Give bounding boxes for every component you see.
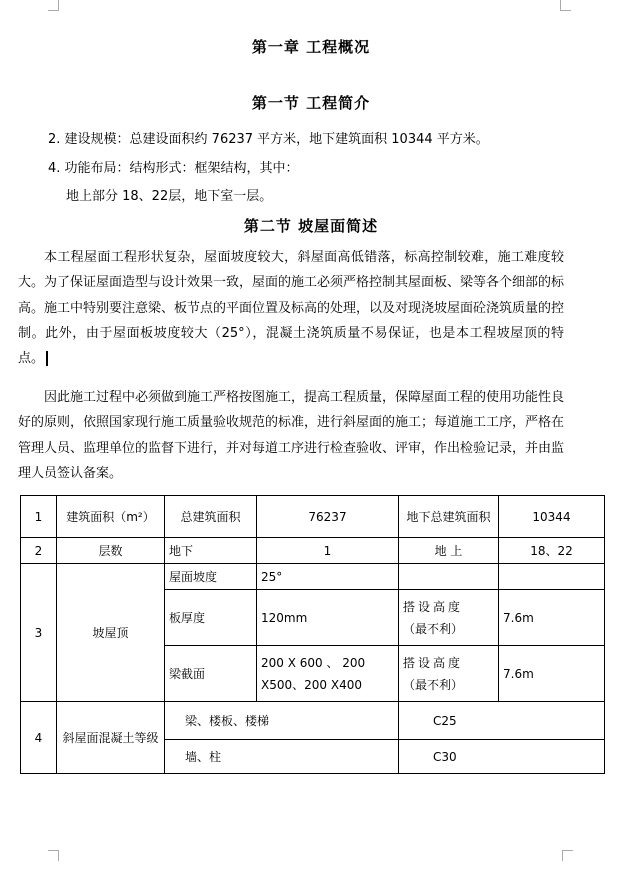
row-number: 3 bbox=[21, 564, 57, 702]
below-ground-value: 1 bbox=[257, 538, 399, 564]
beam-section-label: 梁截面 bbox=[165, 646, 257, 702]
table-row bbox=[21, 564, 605, 590]
project-spec-table bbox=[20, 495, 605, 774]
underground-area-value: 10344 bbox=[499, 496, 605, 538]
paragraph-roof-overview[interactable] bbox=[18, 245, 564, 371]
table-row bbox=[21, 702, 605, 740]
above-ground-value: 18、22 bbox=[499, 538, 605, 564]
paragraph-construction-principle[interactable]: 因此施工过程中必须做到施工严格按图施工，提高工程质量，保障屋面工程的使用功能性良好的原则，依照国家现行施工质量验收规范的标准，进行斜屋面的施工；每道施工工序，严格在管理人员、监理单位的监督下进行，并对每道工序进行检查验收、评审，作出检验记录，并由监理人员签认备案。 bbox=[18, 390, 565, 481]
scaffold-height-label bbox=[399, 590, 499, 646]
crop-mark-bottom-right bbox=[562, 850, 573, 861]
underground-area-label: 地下总建筑面积 bbox=[399, 496, 499, 538]
total-area-value: 76237 bbox=[257, 496, 399, 538]
beam-section-value: 200 X 600 、 200 X500、200 X400 bbox=[257, 646, 399, 702]
crop-mark-bottom-left bbox=[48, 850, 59, 861]
scaffold-height-label-line1: 搭设高度 bbox=[403, 655, 464, 670]
paragraph-roof-overview-text: 本工程屋面工程形状复杂，屋面坡度较大，斜屋面高低错落，标高控制较难，施工难度较大。为了保证屋面造型与设计效果一致，屋面的施工必须严格控制其屋面板、梁等各个细部的标高。施工中特别要注意梁、板节点的平面位置及标高的处理，以及对现浇坡屋面砼浇筑质量的控制。此外，由于屋面板坡度较大（25°），混凝土浇筑质量不易保证，也是本工程坡屋顶的特点。 bbox=[18, 250, 565, 367]
scaffold-height-value: 7.6m bbox=[499, 590, 605, 646]
floors-label: 层数 bbox=[57, 538, 165, 564]
table-row bbox=[21, 496, 605, 538]
concrete-item-label: 梁、楼板、楼梯 bbox=[165, 702, 399, 740]
function-layout-line: 4. 功能布局：结构形式：框架结构，其中： bbox=[48, 161, 299, 176]
concrete-item-label: 墙、柱 bbox=[165, 740, 399, 774]
row-number: 1 bbox=[21, 496, 57, 538]
roof-slope-label: 屋面坡度 bbox=[165, 564, 257, 590]
empty-cell bbox=[499, 564, 605, 590]
above-ground-label: 地 上 bbox=[399, 538, 499, 564]
scaffold-height-label-line2: （最不利） bbox=[403, 677, 464, 692]
crop-mark-top-right bbox=[560, 0, 571, 11]
below-ground-label: 地下 bbox=[165, 538, 257, 564]
concrete-item-value: C30 bbox=[399, 740, 605, 774]
roof-slope-value: 25° bbox=[257, 564, 399, 590]
area-label: 建筑面积（m²） bbox=[57, 496, 165, 538]
slab-thickness-value: 120mm bbox=[257, 590, 399, 646]
scaffold-height-label bbox=[399, 646, 499, 702]
empty-cell bbox=[399, 564, 499, 590]
chapter-title: 第一章 工程概况 bbox=[251, 38, 371, 56]
concrete-grade-label: 斜屋面混凝土等级 bbox=[57, 702, 165, 774]
text-cursor bbox=[46, 351, 48, 366]
concrete-item-value: C25 bbox=[399, 702, 605, 740]
scaffold-height-label-line2: （最不利） bbox=[403, 621, 464, 636]
slab-thickness-label: 板厚度 bbox=[165, 590, 257, 646]
pitched-roof-label: 坡屋顶 bbox=[57, 564, 165, 702]
floors-line: 地上部分 18、22层，地下室一层。 bbox=[66, 189, 273, 204]
section-title-roof: 第二节 坡屋面简述 bbox=[243, 217, 379, 235]
section-title-intro: 第一节 工程简介 bbox=[251, 94, 371, 112]
crop-mark-top-left bbox=[48, 0, 59, 11]
scaffold-height-value: 7.6m bbox=[499, 646, 605, 702]
row-number: 4 bbox=[21, 702, 57, 774]
scaffold-height-label-line1: 搭设高度 bbox=[403, 599, 464, 614]
total-area-label: 总建筑面积 bbox=[165, 496, 257, 538]
build-scale-line: 2. 建设规模：总建设面积约 76237 平方米，地下建筑面积 10344 平方米。 bbox=[48, 132, 489, 147]
table-row bbox=[21, 538, 605, 564]
row-number: 2 bbox=[21, 538, 57, 564]
